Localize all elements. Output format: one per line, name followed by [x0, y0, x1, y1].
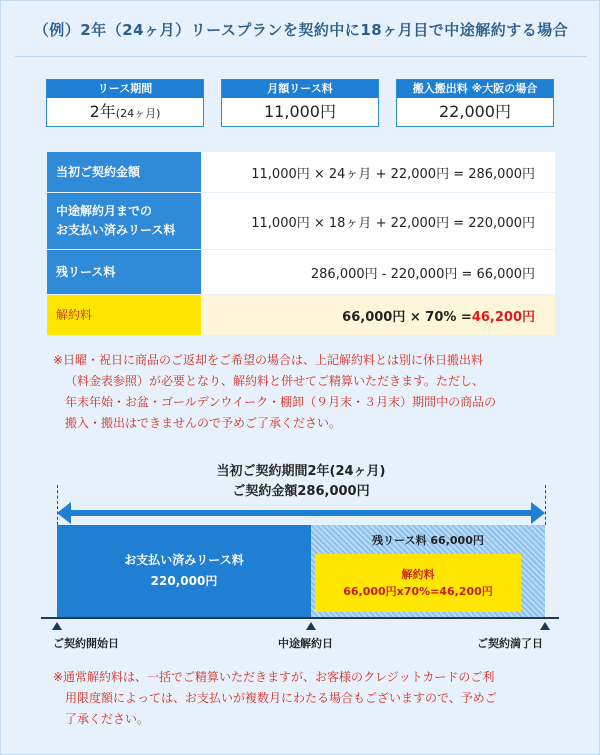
- cancellation-fee-block: 解約料 66,000円x70%=46,200円: [315, 554, 521, 612]
- timeline-subtitle: ご契約金額286,000円: [232, 484, 370, 499]
- paid-amount-value: 11,000円 × 18ヶ月 + 22,000円 = 220,000円: [202, 193, 555, 249]
- timeline-baseline: [41, 617, 559, 619]
- holiday-note: ※日曜・祝日に商品のご返却をご希望の場合は、上記解約料とは別に休日搬出料 （料金表参照）が必要となり、解約料と併せてご精算いただきます。ただし、 年末年始・お盆・ゴールデンウイーク・棚卸（９月末・３月末）期間中の商品の 搬入・搬出はできませんので予めご了承ください。: [53, 353, 497, 430]
- page-title: （例）2年（24ヶ月）リースプランを契約中に18ヶ月目で中途解約する場合: [33, 21, 569, 39]
- contract-end-label: ご契約満了日: [477, 637, 543, 650]
- table-row-remaining: [47, 250, 555, 294]
- title-divider: [15, 56, 587, 57]
- right-dashed-line: [545, 485, 546, 525]
- payment-note: ※通常解約料は、一括でご精算いただきますが、お客様のクレジットカードのご利 用限度額によっては、お支払いが複数月にわたる場合もございますので、予めご 了承ください。: [53, 670, 497, 726]
- delivery-fee-box: [396, 79, 554, 127]
- initial-amount-value: 11,000円 × 24ヶ月 + 22,000円 = 286,000円: [202, 152, 555, 192]
- arrow-left-icon: [57, 502, 71, 524]
- timeline-title: 当初ご契約期間2年(24ヶ月): [216, 464, 386, 479]
- cancellation-fee-label: 解約料: [47, 295, 201, 335]
- initial-amount-label: 当初ご契約金額: [47, 152, 201, 192]
- delivery-fee-header: 搬入搬出料 ※大阪の場合: [397, 80, 553, 98]
- end-marker-icon: [540, 622, 550, 630]
- contract-period-arrow: [69, 510, 531, 516]
- delivery-fee-value: 22,000円: [439, 102, 511, 121]
- lease-period-value: 2年(24ヶ月): [89, 102, 161, 121]
- arrow-right-icon: [531, 502, 545, 524]
- lease-period-box: [46, 79, 204, 127]
- table-row-paid-amount: [47, 193, 555, 249]
- paid-lease-block: お支払い済みリース料 220,000円: [57, 525, 311, 617]
- cancellation-fee-value: 66,000円 × 70% = 46,200円: [202, 295, 555, 335]
- contract-start-label: ご契約開始日: [53, 637, 119, 650]
- start-marker-icon: [52, 622, 62, 630]
- remaining-label: 残リース料: [47, 250, 201, 294]
- cancel-marker-icon: [306, 622, 316, 630]
- remaining-value: 286,000円 - 220,000円 = 66,000円: [202, 250, 555, 294]
- lease-period-header: リース期間: [47, 80, 203, 98]
- monthly-fee-value: 11,000円: [264, 102, 336, 121]
- cancellation-fee-result: 46,200円: [471, 309, 535, 325]
- monthly-fee-header: 月額リース料: [222, 80, 378, 98]
- table-row-cancellation-fee: [47, 295, 555, 335]
- monthly-fee-box: [221, 79, 379, 127]
- table-row-initial-amount: [47, 152, 555, 192]
- paid-amount-label: 中途解約月までの お支払い済みリース料: [47, 193, 201, 249]
- remaining-lease-label: 残リース料 66,000円: [372, 534, 484, 547]
- cancellation-date-label: 中途解約日: [278, 637, 333, 650]
